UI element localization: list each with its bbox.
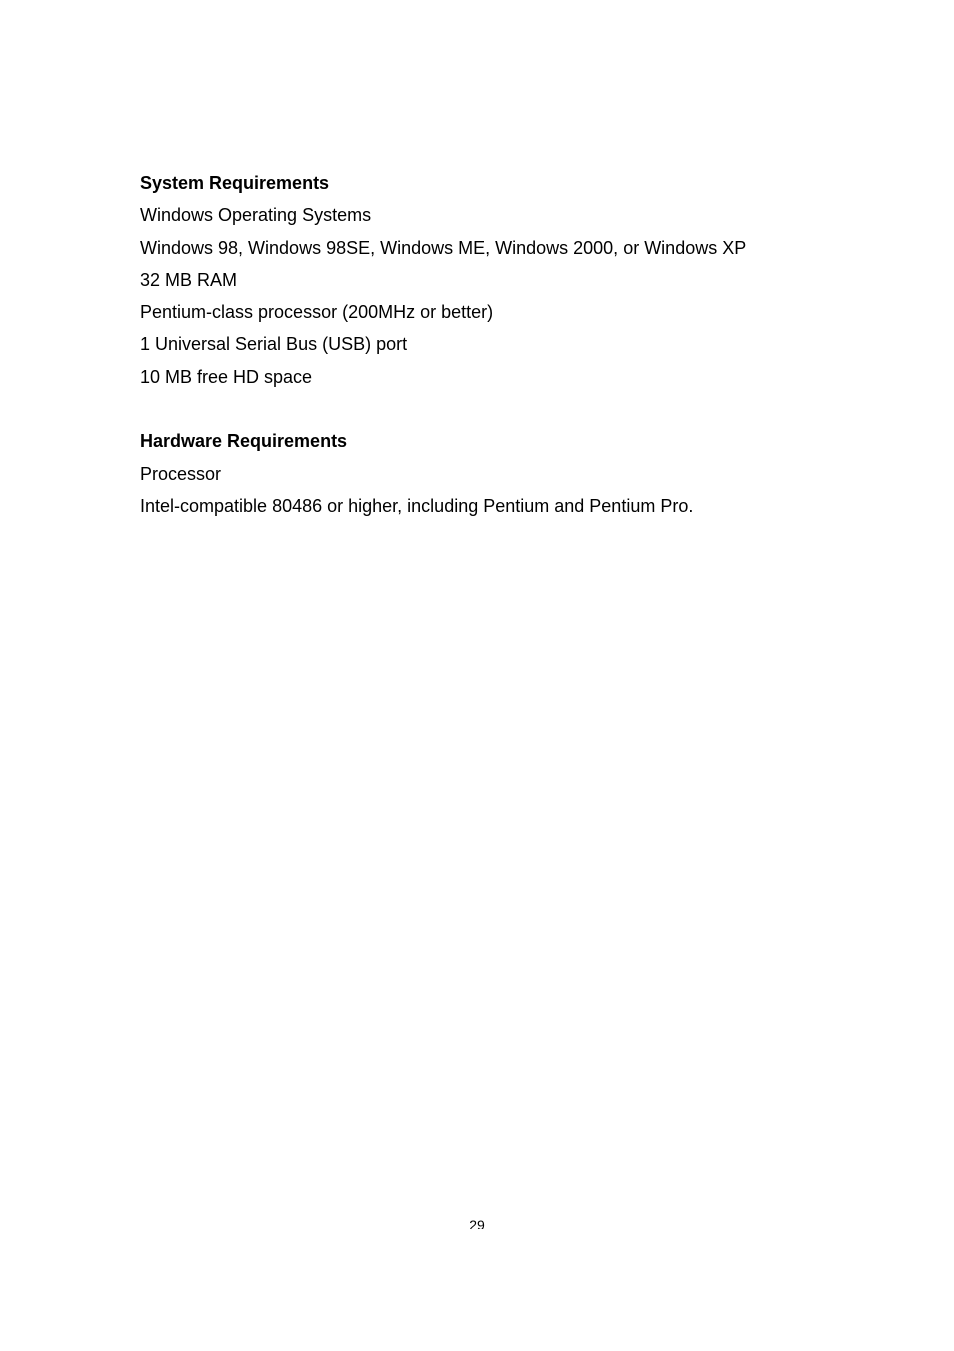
section-spacer [140,393,860,425]
system-requirement-item: 1 Universal Serial Bus (USB) port [140,334,408,355]
system-requirement-item: 10 MB free HD space [140,366,313,387]
hardware-requirements-list [140,458,860,523]
system-requirement-item: Windows 98, Windows 98SE, Windows ME, Windows 2000, or Windows XP [140,237,747,258]
system-requirement-item: 32 MB RAM [140,269,238,290]
system-requirements-heading: System Requirements [140,173,330,193]
hardware-requirement-item: Intel-compatible 80486 or higher, including Pentium and Pentium Pro. [140,495,694,516]
page-number: 29 [469,1217,485,1229]
page-content [140,167,860,522]
system-requirements-list [140,199,860,393]
system-requirement-item: Pentium-class processor (200MHz or better) [140,302,494,323]
hardware-requirements-heading: Hardware Requirements [140,431,348,452]
system-requirement-item: Windows Operating Systems [140,205,372,226]
hardware-requirement-item: Processor [140,463,222,484]
